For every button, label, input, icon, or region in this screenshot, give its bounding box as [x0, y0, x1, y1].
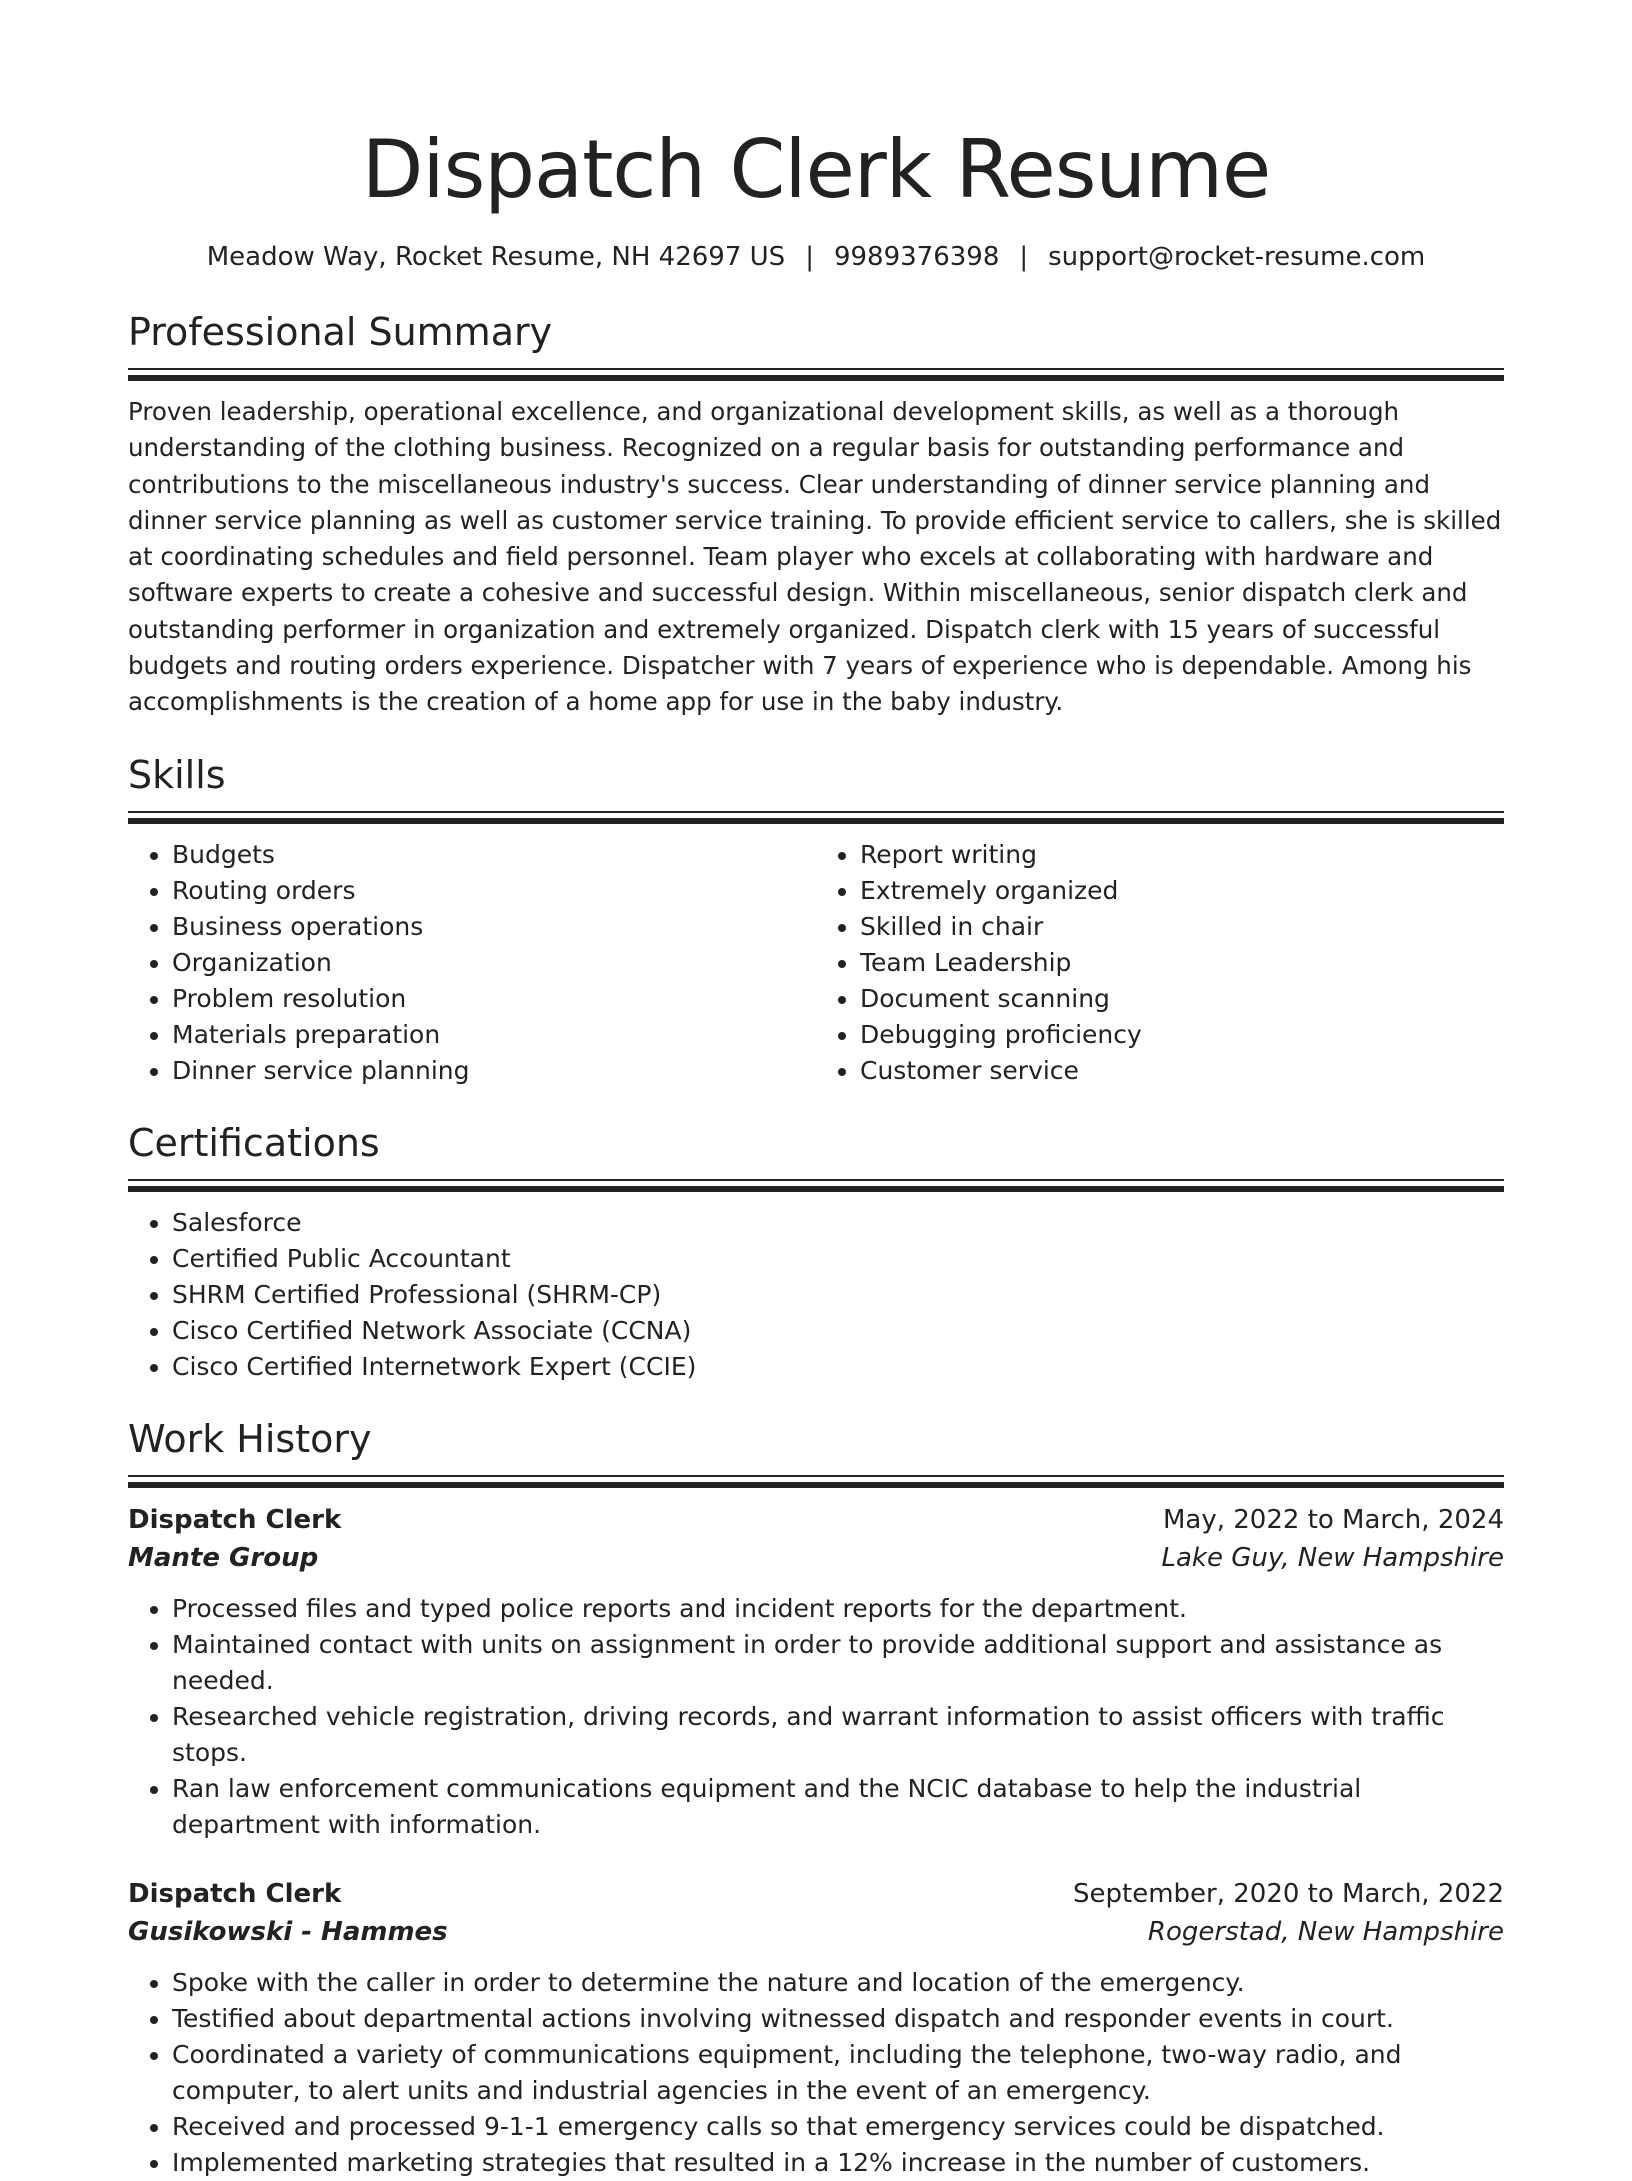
certification-item: • Salesforce: [172, 1205, 1504, 1241]
skill-item: • Customer service: [860, 1053, 1504, 1089]
job-entry: [128, 1501, 1504, 1843]
job-header: [128, 1875, 1504, 1913]
section-title-certifications: Certifications: [128, 1120, 380, 1165]
job-duty: • Maintained contact with units on assignment in order to provide additional support and assistance as needed.: [172, 1627, 1504, 1699]
section-title-skills: Skills: [128, 752, 226, 797]
job-duty: • Implemented marketing strategies that resulted in a 12% increase in the number of customers.: [172, 2145, 1504, 2181]
skill-item: • Budgets: [172, 837, 816, 873]
skill-item: • Business operations: [172, 909, 816, 945]
summary-section: [128, 308, 1504, 721]
job-duties-list: [128, 1591, 1504, 1843]
summary-text: Proven leadership, operational excellence, and organizational development skills, as well as a thorough understanding of the clothing business. Recognized on a regular basis for outstanding performance and contributions to the miscellaneous industry's success. Clear understanding of dinner service planning and dinner service planning as well as customer service training. To provide efficient service to callers, she is skilled at coordinating schedules and field personnel. Team player who excels at collaborating with hardware and software experts to create a cohesive and successful design. Within miscellaneous, senior dispatch clerk and outstanding performer in organization and extremely organized. Dispatch clerk with 15 years of successful budgets and routing orders experience. Dispatcher with 7 years of experience who is dependable. Among his accomplishments is the creation of a home app for use in the baby industry.: [128, 397, 1502, 717]
skill-item: • Organization: [172, 945, 816, 981]
section-divider: [128, 368, 1504, 380]
skill-item: • Routing orders: [172, 873, 816, 909]
contact-line: [128, 240, 1504, 274]
job-duty: • Researched vehicle registration, driving records, and warrant information to assist officers with traffic stops.: [172, 1699, 1504, 1771]
resume-title: Dispatch Clerk Resume: [361, 123, 1271, 216]
job-duty: • Ran law enforcement communications equipment and the NCIC database to help the industrial department with information.: [172, 1771, 1504, 1843]
section-title-work-history: Work History: [128, 1416, 372, 1461]
job-duty: • Processed files and typed police reports and incident reports for the department.: [172, 1591, 1504, 1627]
section-title-summary: Professional Summary: [128, 310, 553, 354]
skills-section: [128, 751, 1504, 1089]
job-duty: • Received and processed 9-1-1 emergency calls so that emergency services could be dispatched.: [172, 2109, 1504, 2145]
contact-email: support@rocket-resume.com: [1048, 242, 1426, 272]
certification-item: • Cisco Certified Internetwork Expert (CCIE): [172, 1349, 1504, 1385]
section-divider: [128, 1179, 1504, 1191]
job-duties-list: [128, 1965, 1504, 2181]
certifications-list: [128, 1205, 1504, 1385]
skills-list-right: [816, 837, 1504, 1089]
section-divider: [128, 1475, 1504, 1487]
skill-item: • Report writing: [860, 837, 1504, 873]
contact-separator: |: [1019, 242, 1029, 272]
skills-list-left: [128, 837, 816, 1089]
job-dates: September, 2020 to March, 2022: [1073, 1878, 1504, 1909]
job-duty: • Testified about departmental actions involving witnessed dispatch and responder events in court.: [172, 2001, 1504, 2037]
skill-item: • Problem resolution: [172, 981, 816, 1017]
certification-item: • Cisco Certified Network Associate (CCNA): [172, 1313, 1504, 1349]
job-company: Mante Group: [128, 1542, 319, 1573]
skill-item: • Team Leadership: [860, 945, 1504, 981]
job-duty: • Spoke with the caller in order to determine the nature and location of the emergency.: [172, 1965, 1504, 2001]
job-duty: • Coordinated a variety of communications equipment, including the telephone, two-way radio, and computer, to alert units and industrial agencies in the event of an emergency.: [172, 2037, 1504, 2109]
contact-phone: 9989376398: [833, 242, 1000, 272]
skills-columns: [128, 837, 1504, 1089]
job-location: Rogerstad, New Hampshire: [1147, 1916, 1504, 1947]
certification-item: • SHRM Certified Professional (SHRM-CP): [172, 1277, 1504, 1313]
job-dates: May, 2022 to March, 2024: [1162, 1504, 1504, 1535]
skill-item: • Skilled in chair: [860, 909, 1504, 945]
work-history-section: [128, 1415, 1504, 2181]
job-location: Lake Guy, New Hampshire: [1161, 1542, 1504, 1573]
contact-separator: |: [805, 242, 814, 272]
skill-item: • Materials preparation: [172, 1017, 816, 1053]
job-company: Gusikowski - Hammes: [128, 1916, 448, 1947]
section-divider: [128, 811, 1504, 823]
skill-item: • Document scanning: [860, 981, 1504, 1017]
skill-item: • Debugging proficiency: [860, 1017, 1504, 1053]
job-entry: [128, 1875, 1504, 2181]
job-subheader: [128, 1913, 1504, 1951]
job-title: Dispatch Clerk: [128, 1504, 342, 1535]
job-subheader: [128, 1539, 1504, 1577]
job-title: Dispatch Clerk: [128, 1878, 342, 1909]
job-header: [128, 1501, 1504, 1539]
skill-item: • Dinner service planning: [172, 1053, 816, 1089]
contact-address: Meadow Way, Rocket Resume, NH 42697 US: [206, 242, 786, 272]
certification-item: • Certified Public Accountant: [172, 1241, 1504, 1277]
skill-item: • Extremely organized: [860, 873, 1504, 909]
certifications-section: [128, 1119, 1504, 1385]
